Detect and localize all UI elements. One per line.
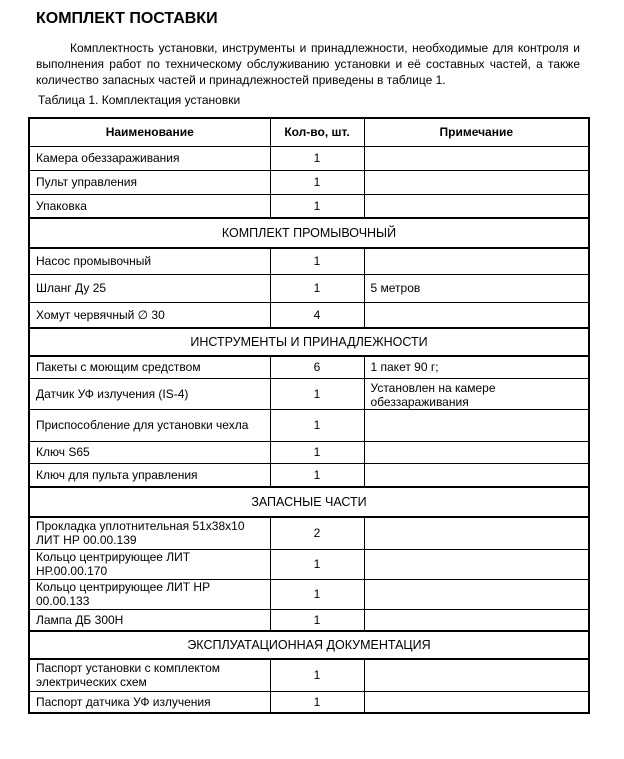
section-title: ЗАПАСНЫЕ ЧАСТИ xyxy=(29,487,589,517)
section-row xyxy=(29,328,589,356)
cell-name: Лампа ДБ 300Н xyxy=(29,609,270,631)
cell-name: Датчик УФ излучения (IS-4) xyxy=(29,378,270,409)
cell-name: Приспособление для установки чехла xyxy=(29,409,270,441)
cell-note xyxy=(364,170,589,194)
table-row xyxy=(29,579,589,609)
cell-qty: 1 xyxy=(270,463,364,487)
header-note: Примечание xyxy=(364,118,589,146)
table-row xyxy=(29,441,589,463)
cell-note xyxy=(364,409,589,441)
table-row xyxy=(29,170,589,194)
section-title: КОМПЛЕКТ ПРОМЫВОЧНЫЙ xyxy=(29,218,589,248)
cell-note xyxy=(364,302,589,328)
header-name: Наименование xyxy=(29,118,270,146)
cell-qty: 1 xyxy=(270,274,364,302)
table-row xyxy=(29,549,589,579)
intro-paragraph: Комплектность установки, инструменты и принадлежности, необходимые для контроля и выполнения работ по техническому обслуживанию установки и её составных частей, а также количество запасных частей и принадлежностей приведены в таблице 1. xyxy=(36,41,580,87)
cell-note xyxy=(364,691,589,713)
cell-name: Камера обеззараживания xyxy=(29,146,270,170)
cell-qty: 1 xyxy=(270,146,364,170)
cell-qty: 4 xyxy=(270,302,364,328)
section-row xyxy=(29,487,589,517)
table-row xyxy=(29,194,589,218)
cell-note xyxy=(364,248,589,274)
table-row xyxy=(29,659,589,691)
cell-note: Установлен на камере обеззараживания xyxy=(364,378,589,409)
cell-name: Ключ для пульта управления xyxy=(29,463,270,487)
cell-qty: 1 xyxy=(270,441,364,463)
cell-name: Прокладка уплотнительная 51x38x10 ЛИТ НР 00.00.139 xyxy=(29,517,270,549)
cell-name: Пульт управления xyxy=(29,170,270,194)
cell-qty: 1 xyxy=(270,579,364,609)
table-header-row xyxy=(29,118,589,146)
cell-note xyxy=(364,146,589,170)
cell-note xyxy=(364,549,589,579)
cell-note: 5 метров xyxy=(364,274,589,302)
cell-qty: 1 xyxy=(270,409,364,441)
cell-name: Пакеты с моющим средством xyxy=(29,356,270,378)
cell-qty: 1 xyxy=(270,170,364,194)
cell-name: Кольцо центрирующее ЛИТ НР 00.00.133 xyxy=(29,579,270,609)
section-row xyxy=(29,218,589,248)
cell-name: Насос промывочный xyxy=(29,248,270,274)
cell-note: 1 пакет 90 г; xyxy=(364,356,589,378)
cell-qty: 2 xyxy=(270,517,364,549)
table-row xyxy=(29,356,589,378)
table-row xyxy=(29,463,589,487)
cell-qty: 1 xyxy=(270,609,364,631)
table-caption: Таблица 1. Комплектация установки xyxy=(38,93,241,107)
cell-note xyxy=(364,659,589,691)
equipment-table xyxy=(28,117,590,714)
cell-name: Ключ S65 xyxy=(29,441,270,463)
document-title: КОМПЛЕКТ ПОСТАВКИ xyxy=(36,10,218,27)
table-row xyxy=(29,409,589,441)
cell-name: Шланг Ду 25 xyxy=(29,274,270,302)
table-row xyxy=(29,609,589,631)
section-title: ЭКСПЛУАТАЦИОННАЯ ДОКУМЕНТАЦИЯ xyxy=(29,631,589,659)
cell-note xyxy=(364,517,589,549)
cell-note xyxy=(364,463,589,487)
cell-name: Кольцо центрирующее ЛИТ НР.00.00.170 xyxy=(29,549,270,579)
section-title: ИНСТРУМЕНТЫ И ПРИНАДЛЕЖНОСТИ xyxy=(29,328,589,356)
cell-qty: 1 xyxy=(270,194,364,218)
table-row xyxy=(29,378,589,409)
cell-note xyxy=(364,194,589,218)
cell-qty: 1 xyxy=(270,549,364,579)
cell-note xyxy=(364,609,589,631)
cell-qty: 1 xyxy=(270,378,364,409)
cell-note xyxy=(364,441,589,463)
table-row xyxy=(29,302,589,328)
table-row xyxy=(29,691,589,713)
cell-name: Упаковка xyxy=(29,194,270,218)
header-qty: Кол-во, шт. xyxy=(270,118,364,146)
table-row xyxy=(29,146,589,170)
cell-qty: 1 xyxy=(270,248,364,274)
cell-name: Хомут червячный ∅ 30 xyxy=(29,302,270,328)
cell-name: Паспорт установки с комплектом электрических схем xyxy=(29,659,270,691)
table-row xyxy=(29,248,589,274)
cell-qty: 1 xyxy=(270,659,364,691)
cell-qty: 1 xyxy=(270,691,364,713)
table-row xyxy=(29,517,589,549)
cell-qty: 6 xyxy=(270,356,364,378)
section-row xyxy=(29,631,589,659)
table-row xyxy=(29,274,589,302)
cell-name: Паспорт датчика УФ излучения xyxy=(29,691,270,713)
cell-note xyxy=(364,579,589,609)
